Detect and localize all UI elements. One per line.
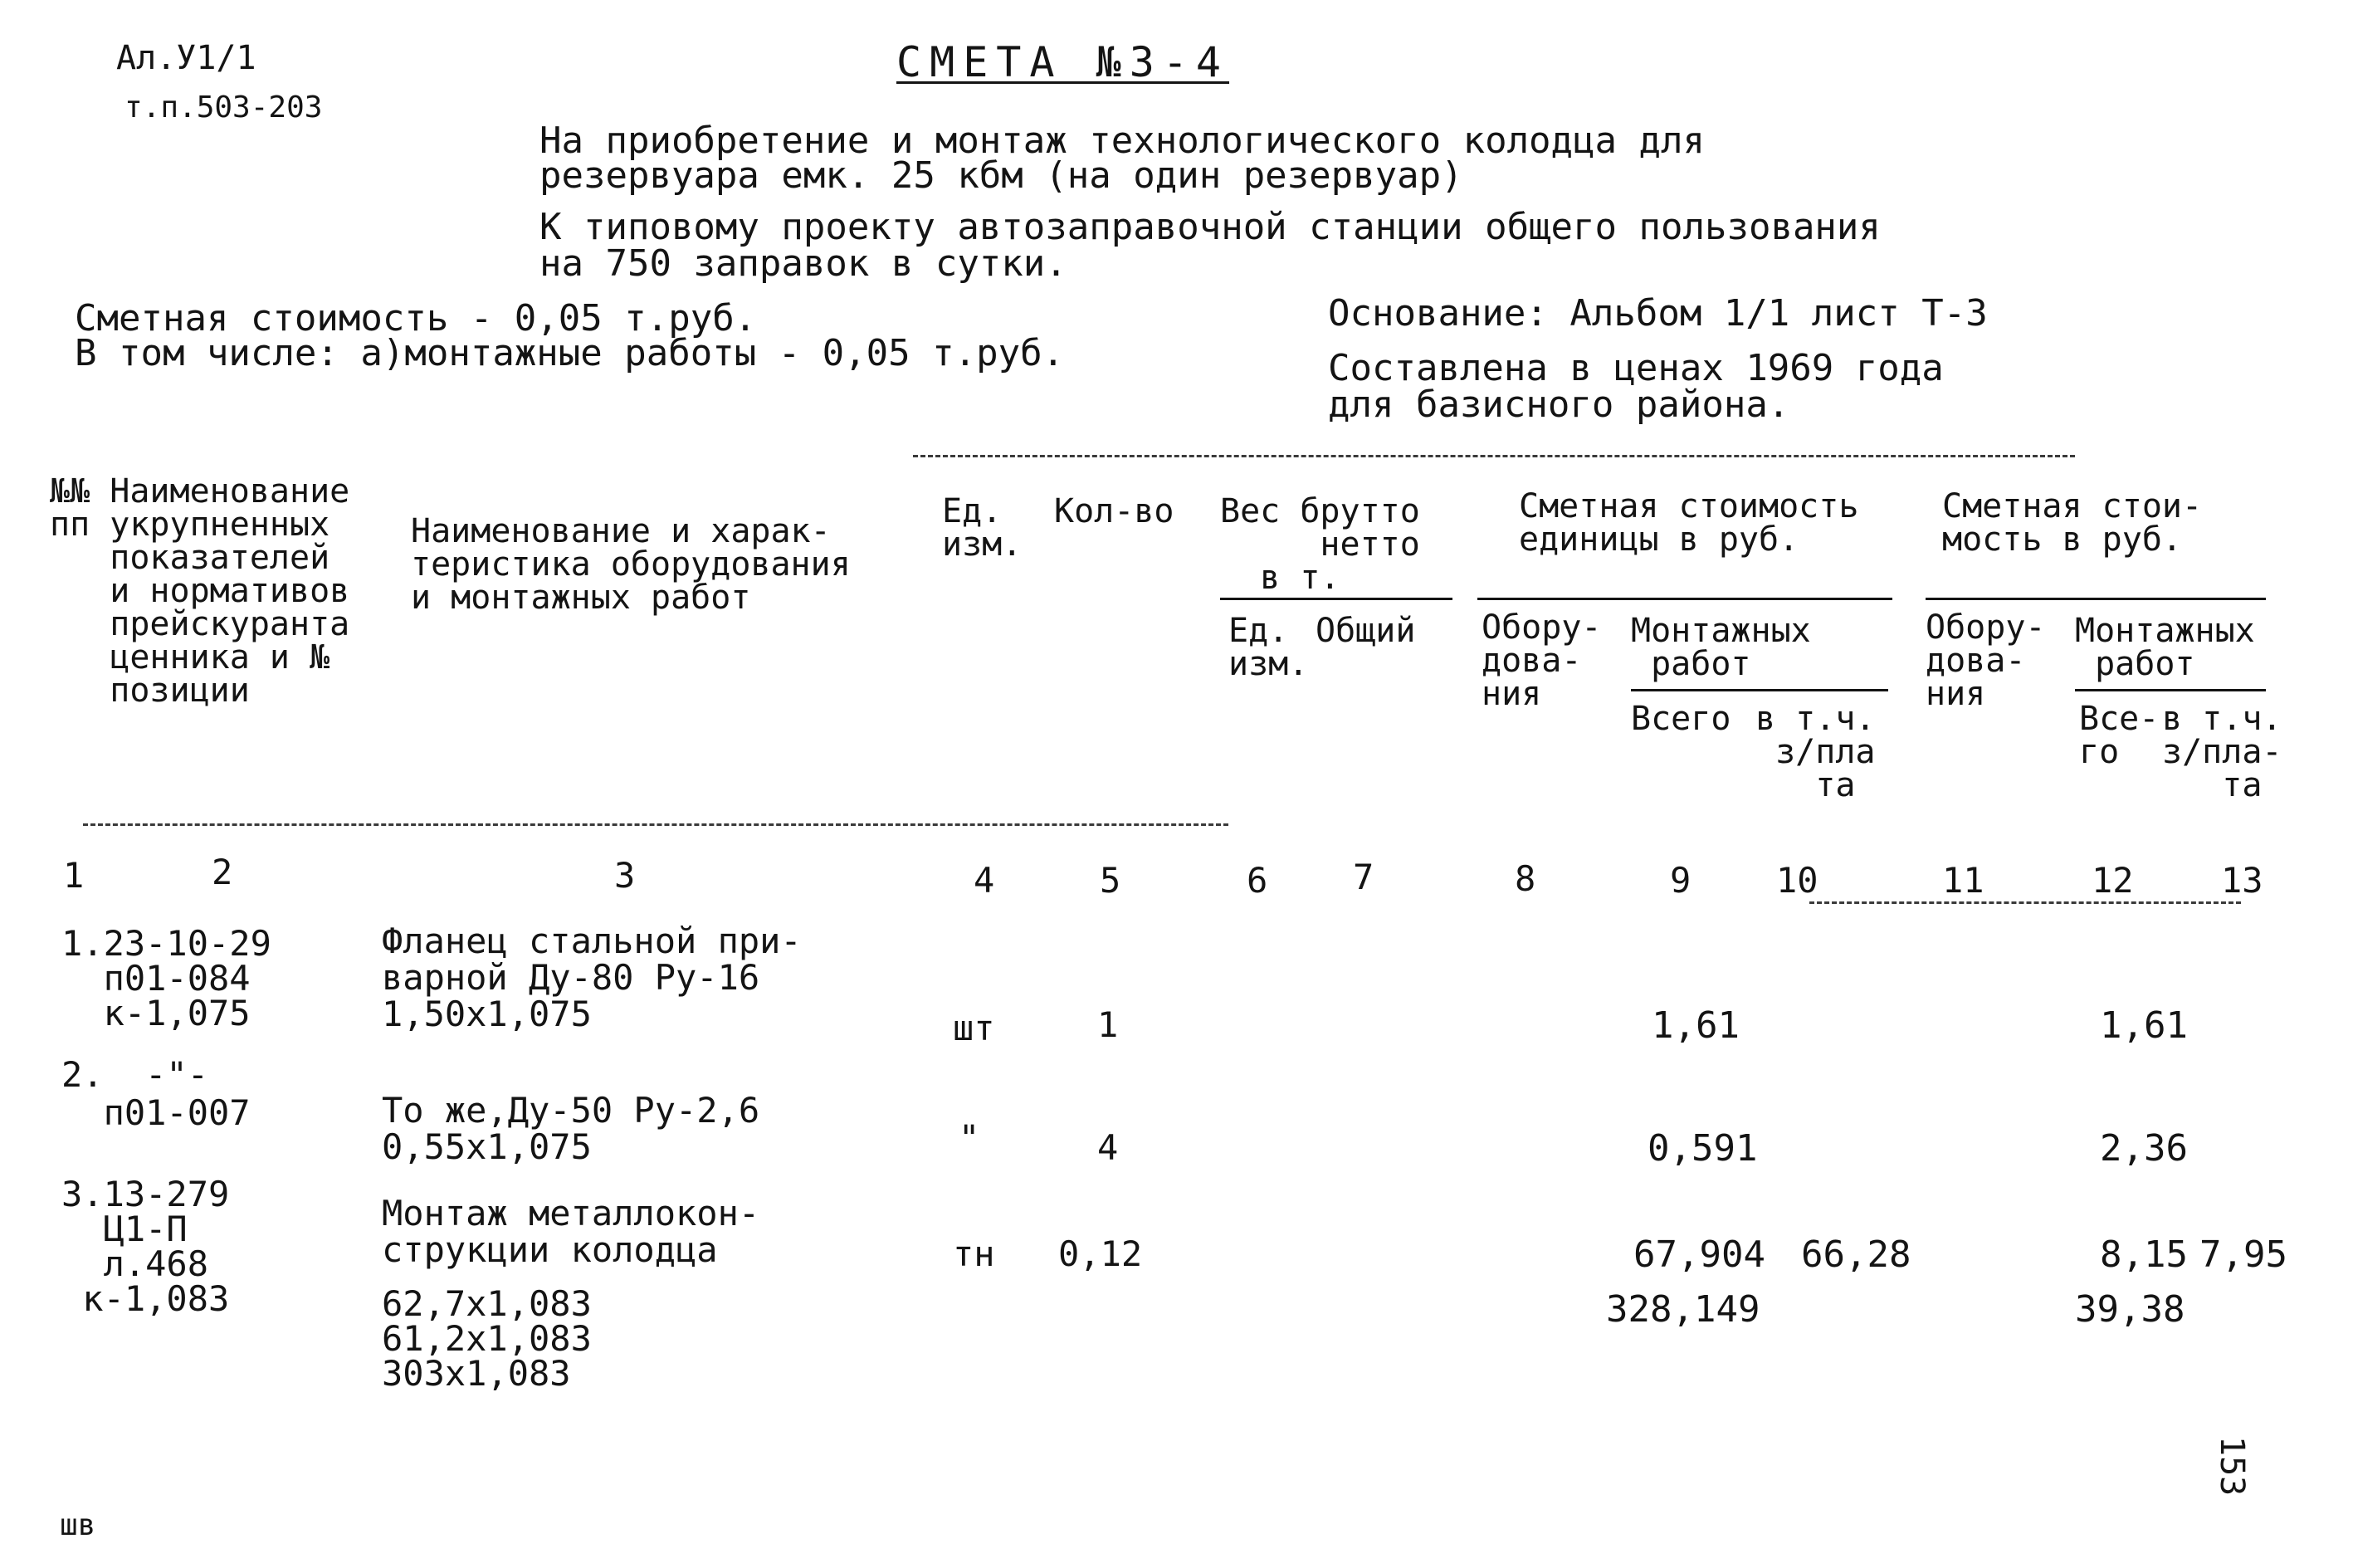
table-row-name: То же,Ду-50 Ру-2,6 0,55х1,075 <box>382 1090 760 1167</box>
table-row-sum-mount-total: 8,15 <box>2100 1233 2188 1276</box>
header-total-mount-total: Все- го <box>2079 700 2160 771</box>
col-number: 4 <box>974 860 995 901</box>
header-weight-unit: Ед. изм. <box>1228 612 1309 683</box>
table-row-sum-mount-total-extra: 39,38 <box>2075 1288 2185 1331</box>
col-number: 12 <box>2092 860 2134 901</box>
header-unit-mount-total: Всего <box>1631 700 1731 738</box>
col-number: 5 <box>1100 860 1121 901</box>
col-number: 9 <box>1670 860 1692 901</box>
table-row-quantity: 0,12 <box>1058 1233 1143 1274</box>
col-number: 3 <box>614 855 636 896</box>
header-quantity: Кол-во <box>1054 492 1174 530</box>
subtitle-line-3: К типовому проекту автозаправочной станции общего пользования <box>539 206 1881 248</box>
album-reference: Ал.У1/1 <box>116 39 256 77</box>
estimated-cost: Сметная стоимость - 0,05 т.руб. <box>75 297 757 339</box>
col-number: 7 <box>1353 857 1374 897</box>
table-row-sum-mount-wage: 7,95 <box>2199 1233 2287 1276</box>
col-number: 13 <box>2221 860 2263 901</box>
col-number: 10 <box>1776 860 1818 901</box>
table-row-unit: тн <box>953 1233 995 1274</box>
col-number-separator <box>1809 901 2241 904</box>
document-title: СМЕТА №3-4 <box>896 38 1230 86</box>
total-cost-rule <box>1926 598 2266 600</box>
table-row-quantity: 4 <box>1097 1127 1119 1168</box>
col-number: 11 <box>1942 860 1984 901</box>
table-row-unit-mount-total: 0,591 <box>1648 1127 1758 1170</box>
table-row-unit-mount-total: 67,904 <box>1633 1233 1765 1276</box>
col-number: 2 <box>212 852 233 892</box>
header-total-equipment: Обору- дова- ния <box>1926 608 2046 713</box>
table-row-calculation-notes: 62,7х1,083 61,2х1,083 303х1,083 <box>382 1283 592 1394</box>
table-row-name: Фланец стальной при- варной Ду-80 Ру-16 1,50х1,075 <box>382 921 802 1034</box>
cost-breakdown: В том числе: а)монтажные работы - 0,05 т.руб. <box>75 332 1065 374</box>
table-row-sum-mount-total: 1,61 <box>2100 1004 2188 1047</box>
header-top-separator <box>913 455 2075 457</box>
table-row-unit: " <box>959 1117 980 1158</box>
price-year-note: Составлена в ценах 1969 года <box>1328 347 1944 389</box>
project-reference: т.п.503-203 <box>124 90 323 125</box>
subtitle-line-2: резервуара емк. 25 кбм (на один резервуар) <box>539 154 1463 197</box>
header-total-mounting-group: Монтажных работ <box>2075 612 2255 683</box>
total-mounting-rule <box>2075 689 2266 691</box>
weight-group-rule <box>1220 598 1452 600</box>
region-note: для базисного района. <box>1328 383 1790 426</box>
header-unit: Ед. изм. <box>942 492 1023 564</box>
subtitle-line-4: на 750 заправок в сутки. <box>539 242 1067 285</box>
header-weight-total: Общий <box>1316 612 1416 650</box>
table-row-code: 1.23-10-29 п01-084 к-1,075 <box>61 923 271 1033</box>
table-row-unit: шт <box>953 1008 995 1048</box>
col-number: 8 <box>1515 858 1536 899</box>
table-row-sum-mount-total: 2,36 <box>2100 1127 2188 1170</box>
col-number: 6 <box>1247 860 1268 901</box>
subtitle-line-1: На приобретение и монтаж технологического колодца для <box>539 120 1705 162</box>
author-initials: шв <box>60 1508 96 1542</box>
table-row-unit-mount-total: 1,61 <box>1652 1004 1740 1047</box>
basis-reference: Основание: Альбом 1/1 лист Т-3 <box>1328 292 1988 335</box>
table-row-unit-mount-wage: 66,28 <box>1801 1233 1911 1276</box>
table-row-unit-mount-total-extra: 328,149 <box>1606 1288 1760 1331</box>
unit-cost-rule <box>1477 598 1892 600</box>
header-bottom-separator <box>83 823 1228 826</box>
header-unit-mounting-group: Монтажных работ <box>1631 612 1811 683</box>
table-row-code: 2. -"- п01-007 <box>61 1054 251 1133</box>
header-total-mount-wage: в т.ч. з/пла- та <box>2162 700 2282 804</box>
header-total-cost-group: Сметная стои- мость в руб. <box>1942 487 2203 559</box>
header-unit-cost-group: Сметная стоимость единицы в руб. <box>1519 487 1859 559</box>
header-weight-group: Вес брутто нетто в т. <box>1220 492 1420 597</box>
header-item-description: Наименование и харак- теристика оборудования и монтажных работ <box>411 512 851 617</box>
header-unit-mount-wage: в т.ч. з/пла та <box>1755 700 1876 804</box>
page-number: 153 <box>2213 1436 2251 1497</box>
table-row-name: Монтаж металлокон- струкции колодца <box>382 1193 760 1270</box>
col-number: 1 <box>63 855 85 896</box>
table-row-quantity: 1 <box>1097 1004 1119 1045</box>
header-unit-equipment: Обору- дова- ния <box>1482 608 1602 713</box>
header-code-name: №№ Наименование пп укрупненных показателей и нормативов прейскуранта ценника и № позиции <box>50 472 350 710</box>
unit-mounting-rule <box>1631 689 1888 691</box>
table-row-code: 3.13-279 Ц1-П л.468 к-1,083 <box>61 1174 230 1319</box>
